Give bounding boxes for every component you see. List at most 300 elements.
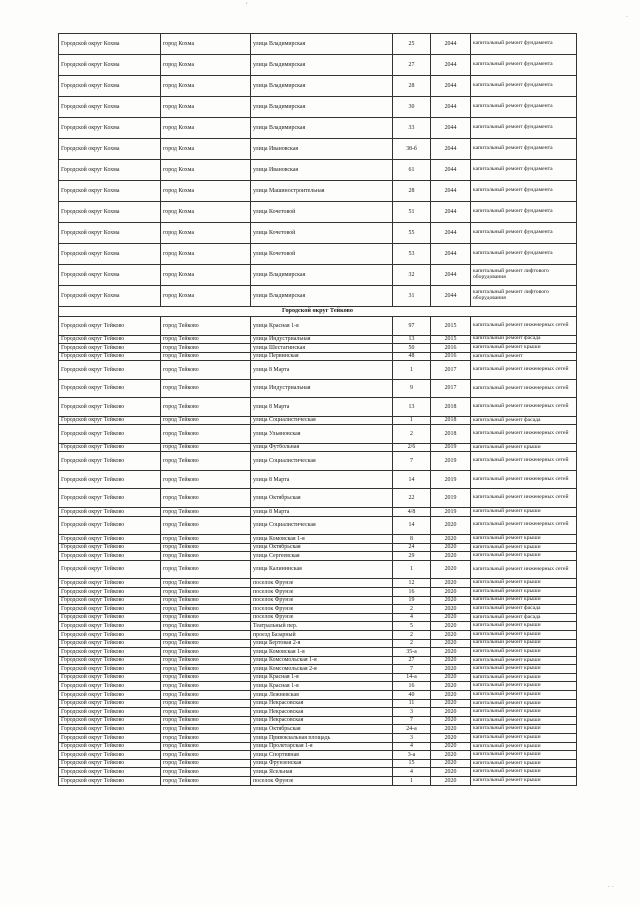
city-cell: город Кохма (161, 76, 251, 97)
table-row (59, 97, 577, 118)
year-cell: 2020 (431, 777, 471, 786)
year-cell: 2044 (431, 160, 471, 181)
street-cell: улица Владимирская (251, 34, 393, 55)
district-cell: Городской округ Тейково (59, 352, 161, 361)
city-cell: город Тейково (161, 751, 251, 760)
house-number-cell: 27 (393, 55, 431, 76)
district-cell: Городской округ Тейково (59, 489, 161, 508)
city-cell: город Тейково (161, 742, 251, 751)
work-type-cell: капитальный ремонт инженерных сетей (471, 317, 577, 336)
table-row (59, 317, 577, 336)
street-cell: улица Калининская (251, 560, 393, 579)
work-type-cell: капитальный ремонт фасада (471, 613, 577, 622)
table-row (59, 699, 577, 708)
table-row (59, 613, 577, 622)
house-number-cell: 32 (393, 265, 431, 286)
city-cell: город Тейково (161, 759, 251, 768)
year-cell: 2020 (431, 665, 471, 674)
work-type-cell: капитальный ремонт крыши (471, 716, 577, 725)
city-cell: город Тейково (161, 596, 251, 605)
house-number-cell: 61 (393, 160, 431, 181)
city-cell: город Тейково (161, 691, 251, 700)
table-row (59, 160, 577, 181)
work-type-cell: капитальный ремонт крыши (471, 639, 577, 648)
work-type-cell: капитальный ремонт крыши (471, 673, 577, 682)
year-cell: 2019 (431, 452, 471, 471)
district-cell: Городской округ Кохма (59, 34, 161, 55)
work-type-cell: капитальный ремонт инженерных сетей (471, 560, 577, 579)
street-cell: поселок Фрунзе (251, 613, 393, 622)
table-row (59, 516, 577, 535)
year-cell: 2020 (431, 622, 471, 631)
work-type-cell: капитальный ремонт крыши (471, 648, 577, 657)
city-cell: город Тейково (161, 682, 251, 691)
year-cell: 2017 (431, 379, 471, 398)
street-cell: улица Индустриальная (251, 379, 393, 398)
house-number-cell: 38-б (393, 139, 431, 160)
work-type-cell: капитальный ремонт фундамента (471, 76, 577, 97)
street-cell: улица Социалистическая (251, 452, 393, 471)
house-number-cell: 31 (393, 286, 431, 307)
district-cell: Городской округ Тейково (59, 596, 161, 605)
work-type-cell: капитальный ремонт крыши (471, 725, 577, 734)
street-cell: Театральный пер. (251, 622, 393, 631)
city-cell: город Тейково (161, 416, 251, 425)
district-cell: Городской округ Тейково (59, 516, 161, 535)
table-row (59, 734, 577, 743)
house-number-cell: 40 (393, 691, 431, 700)
district-cell: Городской округ Тейково (59, 725, 161, 734)
year-cell: 2020 (431, 516, 471, 535)
house-number-cell: 22 (393, 489, 431, 508)
city-cell: город Тейково (161, 648, 251, 657)
table-row (59, 55, 577, 76)
city-cell: город Тейково (161, 443, 251, 452)
year-cell: 2020 (431, 673, 471, 682)
city-cell: город Тейково (161, 535, 251, 544)
district-cell: Городской округ Тейково (59, 656, 161, 665)
year-cell: 2015 (431, 335, 471, 344)
street-cell: улица Пролетарская 1-я (251, 742, 393, 751)
house-number-cell: 51 (393, 202, 431, 223)
street-cell: улица Социалистическая (251, 516, 393, 535)
district-cell: Городской округ Тейково (59, 622, 161, 631)
table-row (59, 768, 577, 777)
street-cell: улица Ивановская (251, 139, 393, 160)
city-cell: город Тейково (161, 361, 251, 380)
year-cell: 2016 (431, 344, 471, 353)
table-row (59, 751, 577, 760)
work-type-cell: капитальный ремонт фундамента (471, 97, 577, 118)
year-cell: 2020 (431, 543, 471, 552)
year-cell: 2019 (431, 443, 471, 452)
district-cell: Городской округ Кохма (59, 160, 161, 181)
street-cell: улица Первинская (251, 352, 393, 361)
city-cell: город Тейково (161, 543, 251, 552)
street-cell: улица Октябрьская (251, 489, 393, 508)
year-cell: 2020 (431, 560, 471, 579)
year-cell: 2020 (431, 613, 471, 622)
district-cell: Городской округ Тейково (59, 335, 161, 344)
city-cell: город Тейково (161, 777, 251, 786)
house-number-cell: 4 (393, 613, 431, 622)
scan-mark: · (626, 14, 628, 21)
work-type-cell: капитальный ремонт фундамента (471, 223, 577, 244)
house-number-cell: 1 (393, 416, 431, 425)
street-cell: улица 8 Марта (251, 507, 393, 516)
house-number-cell: 13 (393, 398, 431, 417)
work-type-cell: капитальный ремонт фундамента (471, 34, 577, 55)
section-header-row (59, 307, 577, 317)
street-cell: проезд Базарный (251, 630, 393, 639)
year-cell: 2020 (431, 691, 471, 700)
district-cell: Городской округ Тейково (59, 317, 161, 336)
city-cell: город Тейково (161, 639, 251, 648)
table-row (59, 489, 577, 508)
year-cell: 2020 (431, 587, 471, 596)
year-cell: 2016 (431, 352, 471, 361)
house-number-cell: 2 (393, 630, 431, 639)
table-row (59, 398, 577, 417)
district-cell: Городской округ Кохма (59, 181, 161, 202)
house-number-cell: 50 (393, 344, 431, 353)
house-number-cell: 4/8 (393, 507, 431, 516)
city-cell: город Кохма (161, 139, 251, 160)
work-type-cell: капитальный ремонт крыши (471, 579, 577, 588)
street-cell: улица Ивановская (251, 160, 393, 181)
table-row (59, 596, 577, 605)
table-row (59, 139, 577, 160)
table-row (59, 202, 577, 223)
district-cell: Городской округ Тейково (59, 751, 161, 760)
work-type-cell: капитальный ремонт фундамента (471, 118, 577, 139)
year-cell: 2020 (431, 596, 471, 605)
work-type-cell: капитальный ремонт крыши (471, 665, 577, 674)
year-cell: 2020 (431, 579, 471, 588)
work-type-cell: капитальный ремонт крыши (471, 742, 577, 751)
work-type-cell: капитальный ремонт фасада (471, 335, 577, 344)
house-number-cell: 33 (393, 118, 431, 139)
street-cell: улица Лежневская (251, 691, 393, 700)
street-cell: улица Владимирская (251, 265, 393, 286)
year-cell: 2019 (431, 489, 471, 508)
district-cell: Городской округ Тейково (59, 344, 161, 353)
street-cell: поселок Фрунзе (251, 587, 393, 596)
year-cell: 2044 (431, 223, 471, 244)
city-cell: город Тейково (161, 516, 251, 535)
city-cell: город Тейково (161, 452, 251, 471)
table-row (59, 425, 577, 444)
street-cell: улица Владимирская (251, 118, 393, 139)
year-cell: 2020 (431, 605, 471, 614)
street-cell: поселок Фрунзе (251, 579, 393, 588)
work-type-cell: капитальный ремонт крыши (471, 344, 577, 353)
work-type-cell: капитальный ремонт крыши (471, 777, 577, 786)
house-number-cell: 30 (393, 97, 431, 118)
street-cell: улица Шестагинская (251, 344, 393, 353)
table-row (59, 244, 577, 265)
city-cell: город Тейково (161, 716, 251, 725)
table-row (59, 665, 577, 674)
city-cell: город Тейково (161, 507, 251, 516)
house-number-cell: 16 (393, 587, 431, 596)
district-cell: Городской округ Кохма (59, 223, 161, 244)
city-cell: город Тейково (161, 613, 251, 622)
table-row (59, 630, 577, 639)
work-type-cell: капитальный ремонт крыши (471, 596, 577, 605)
city-cell: город Кохма (161, 286, 251, 307)
table-row (59, 605, 577, 614)
work-type-cell: капитальный ремонт крыши (471, 734, 577, 743)
district-cell: Городской округ Тейково (59, 639, 161, 648)
street-cell: улица Кочетовой (251, 202, 393, 223)
year-cell: 2044 (431, 244, 471, 265)
scan-mark: · · (608, 884, 614, 891)
district-cell: Городской округ Кохма (59, 76, 161, 97)
house-number-cell: 4 (393, 768, 431, 777)
table-row (59, 560, 577, 579)
house-number-cell: 3-а (393, 751, 431, 760)
city-cell: город Тейково (161, 656, 251, 665)
work-type-cell: капитальный ремонт лифтового оборудования (471, 286, 577, 307)
table-row (59, 416, 577, 425)
city-cell: город Тейково (161, 673, 251, 682)
work-type-cell: капитальный ремонт фундамента (471, 139, 577, 160)
table-row (59, 223, 577, 244)
year-cell: 2019 (431, 470, 471, 489)
work-type-cell: капитальный ремонт инженерных сетей (471, 489, 577, 508)
house-number-cell: 25 (393, 34, 431, 55)
street-cell: улица Комовская 1-я (251, 648, 393, 657)
house-number-cell: 16 (393, 682, 431, 691)
work-type-cell: капитальный ремонт фундамента (471, 244, 577, 265)
work-type-cell: капитальный ремонт крыши (471, 587, 577, 596)
house-number-cell: 11 (393, 699, 431, 708)
table-row (59, 673, 577, 682)
city-cell: город Кохма (161, 55, 251, 76)
house-number-cell: 7 (393, 665, 431, 674)
street-cell: улица Октябрьская (251, 543, 393, 552)
work-type-cell: капитальный ремонт крыши (471, 751, 577, 760)
district-cell: Городской округ Тейково (59, 777, 161, 786)
year-cell: 2020 (431, 768, 471, 777)
district-cell: Городской округ Кохма (59, 286, 161, 307)
district-cell: Городской округ Кохма (59, 118, 161, 139)
table-row (59, 543, 577, 552)
table-row (59, 535, 577, 544)
house-number-cell: 53 (393, 244, 431, 265)
work-type-cell: капитальный ремонт фундамента (471, 160, 577, 181)
work-type-cell: капитальный ремонт инженерных сетей (471, 379, 577, 398)
street-cell: улица Владимирская (251, 55, 393, 76)
work-type-cell: капитальный ремонт фасада (471, 416, 577, 425)
district-cell: Городской округ Тейково (59, 587, 161, 596)
street-cell: улица Некрасовская (251, 716, 393, 725)
table-row (59, 335, 577, 344)
city-cell: город Тейково (161, 579, 251, 588)
city-cell: город Кохма (161, 202, 251, 223)
work-type-cell: капитальный ремонт инженерных сетей (471, 361, 577, 380)
house-number-cell: 2/6 (393, 443, 431, 452)
year-cell: 2020 (431, 552, 471, 561)
street-cell: поселок Фрунзе (251, 777, 393, 786)
work-type-cell: капитальный ремонт крыши (471, 622, 577, 631)
house-number-cell: 8 (393, 535, 431, 544)
city-cell: город Тейково (161, 317, 251, 336)
table-row (59, 470, 577, 489)
year-cell: 2020 (431, 759, 471, 768)
house-number-cell: 1 (393, 361, 431, 380)
table-row (59, 352, 577, 361)
work-type-cell: капитальный ремонт крыши (471, 543, 577, 552)
work-type-cell: капитальный ремонт крыши (471, 768, 577, 777)
street-cell: улица Бертовая 2-я (251, 639, 393, 648)
street-cell: поселок Фрунзе (251, 596, 393, 605)
table-row (59, 656, 577, 665)
table-row (59, 34, 577, 55)
city-cell: город Тейково (161, 630, 251, 639)
city-cell: город Кохма (161, 265, 251, 286)
district-cell: Городской округ Тейково (59, 699, 161, 708)
district-cell: Городской округ Тейково (59, 560, 161, 579)
district-cell: Городской округ Тейково (59, 682, 161, 691)
house-number-cell: 55 (393, 223, 431, 244)
year-cell: 2044 (431, 118, 471, 139)
district-cell: Городской округ Тейково (59, 425, 161, 444)
district-cell: Городской округ Тейково (59, 759, 161, 768)
street-cell: улица Кочетовой (251, 223, 393, 244)
street-cell: улица Кочетовой (251, 244, 393, 265)
district-cell: Городской округ Кохма (59, 97, 161, 118)
repair-schedule-table (58, 33, 577, 786)
work-type-cell: капитальный ремонт крыши (471, 691, 577, 700)
street-cell: улица Комсомольская 2-я (251, 665, 393, 674)
city-cell: город Кохма (161, 118, 251, 139)
table-row (59, 639, 577, 648)
house-number-cell: 28 (393, 181, 431, 202)
district-cell: Городской округ Кохма (59, 265, 161, 286)
work-type-cell: капитальный ремонт фундамента (471, 181, 577, 202)
district-cell: Городской округ Тейково (59, 734, 161, 743)
house-number-cell: 14-а (393, 673, 431, 682)
year-cell: 2020 (431, 751, 471, 760)
house-number-cell: 35-а (393, 648, 431, 657)
house-number-cell: 7 (393, 452, 431, 471)
city-cell: город Тейково (161, 622, 251, 631)
table-row (59, 452, 577, 471)
district-cell: Городской округ Тейково (59, 665, 161, 674)
work-type-cell: капитальный ремонт крыши (471, 708, 577, 717)
house-number-cell: 2 (393, 605, 431, 614)
city-cell: город Тейково (161, 352, 251, 361)
city-cell: город Тейково (161, 425, 251, 444)
work-type-cell: капитальный ремонт фундамента (471, 202, 577, 223)
district-cell: Городской округ Тейково (59, 507, 161, 516)
city-cell: город Тейково (161, 379, 251, 398)
street-cell: улица Ясельная (251, 768, 393, 777)
table-row (59, 443, 577, 452)
house-number-cell: 7 (393, 716, 431, 725)
district-cell: Городской округ Тейково (59, 648, 161, 657)
year-cell: 2020 (431, 639, 471, 648)
city-cell: город Тейково (161, 489, 251, 508)
table-row (59, 286, 577, 307)
year-cell: 2020 (431, 708, 471, 717)
street-cell: улица Ульяновская (251, 425, 393, 444)
year-cell: 2044 (431, 286, 471, 307)
house-number-cell: 29 (393, 552, 431, 561)
street-cell: улица Сергеевская (251, 552, 393, 561)
house-number-cell: 4 (393, 742, 431, 751)
city-cell: город Тейково (161, 470, 251, 489)
street-cell: улица Некрасовская (251, 699, 393, 708)
street-cell: улица Машиностроительная (251, 181, 393, 202)
district-cell: Городской округ Тейково (59, 742, 161, 751)
work-type-cell: капитальный ремонт крыши (471, 507, 577, 516)
house-number-cell: 1 (393, 777, 431, 786)
house-number-cell: 27 (393, 656, 431, 665)
house-number-cell: 24 (393, 543, 431, 552)
work-type-cell: капитальный ремонт крыши (471, 699, 577, 708)
year-cell: 2044 (431, 202, 471, 223)
district-cell: Городской округ Тейково (59, 613, 161, 622)
house-number-cell: 12 (393, 579, 431, 588)
table-row (59, 181, 577, 202)
city-cell: город Тейково (161, 552, 251, 561)
city-cell: город Тейково (161, 344, 251, 353)
house-number-cell: 2 (393, 639, 431, 648)
work-type-cell: капитальный ремонт (471, 352, 577, 361)
house-number-cell: 14 (393, 516, 431, 535)
city-cell: город Кохма (161, 97, 251, 118)
city-cell: город Тейково (161, 665, 251, 674)
table-row (59, 682, 577, 691)
table-row (59, 379, 577, 398)
year-cell: 2017 (431, 361, 471, 380)
table-row (59, 361, 577, 380)
district-cell: Городской округ Кохма (59, 244, 161, 265)
house-number-cell: 28 (393, 76, 431, 97)
table-row (59, 759, 577, 768)
street-cell: улица Комсомольская 1-я (251, 656, 393, 665)
street-cell: улица 8 Марта (251, 470, 393, 489)
district-cell: Городской округ Тейково (59, 543, 161, 552)
year-cell: 2018 (431, 425, 471, 444)
year-cell: 2020 (431, 742, 471, 751)
year-cell: 2044 (431, 76, 471, 97)
table-row (59, 725, 577, 734)
work-type-cell: капитальный ремонт крыши (471, 535, 577, 544)
work-type-cell: капитальный ремонт инженерных сетей (471, 452, 577, 471)
street-cell: улица Владимирская (251, 97, 393, 118)
year-cell: 2044 (431, 97, 471, 118)
work-type-cell: капитальный ремонт инженерных сетей (471, 398, 577, 417)
table-row (59, 118, 577, 139)
year-cell: 2020 (431, 725, 471, 734)
district-cell: Городской округ Кохма (59, 139, 161, 160)
street-cell: улица Октябрьская (251, 725, 393, 734)
district-cell: Городской округ Тейково (59, 605, 161, 614)
house-number-cell: 14 (393, 470, 431, 489)
year-cell: 2044 (431, 34, 471, 55)
table-row (59, 265, 577, 286)
table-row (59, 76, 577, 97)
house-number-cell: 3 (393, 708, 431, 717)
year-cell: 2020 (431, 734, 471, 743)
table-row (59, 552, 577, 561)
year-cell: 2044 (431, 55, 471, 76)
city-cell: город Кохма (161, 244, 251, 265)
